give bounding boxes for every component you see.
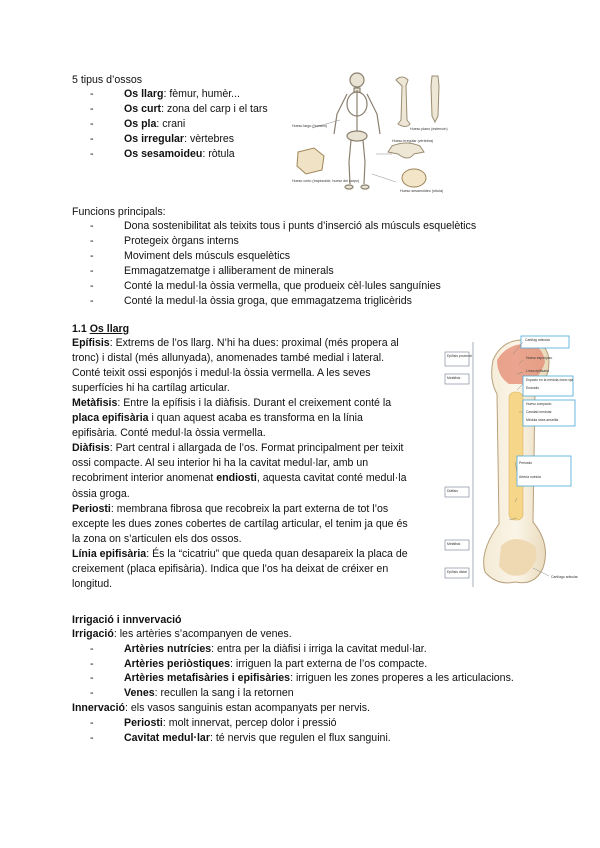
text: ossi compacte. Al seu interior hi ha la cavitat medul·lar, amb un: [72, 457, 369, 470]
label-long: Hueso largo (humero): [292, 124, 327, 128]
term: endiosti: [216, 472, 257, 485]
bullet-text: Moviment dels músculs esquelètics: [124, 250, 291, 262]
bullet-text: Dona sostenibilitat als teixits tous i punts d’inserció als músculs esquelètics: [124, 220, 477, 232]
function-item: [90, 279, 441, 293]
text: superfícies hi ha cartílag articular.: [72, 382, 230, 395]
text: excepte les dues zones cobertes de cartílag articular, el tenim ja que és: [72, 517, 408, 530]
bullet-term: Os sesamoideu: [124, 148, 203, 160]
innervation-item: [90, 731, 391, 745]
bone-figure-label: Hueso compacto: [526, 402, 552, 406]
bone-figure-label: Médula ósea amarilla: [526, 418, 559, 422]
function-item: [90, 294, 412, 308]
bullet-dash: -: [90, 148, 94, 160]
bone-figure-label: Hueso esponjoso: [526, 356, 553, 360]
bone-figure-label: Cavidad medular: [526, 410, 552, 414]
bullet-dash: -: [90, 88, 94, 100]
bullet-text: : molt innervat, percep dolor i pressió: [162, 717, 337, 729]
bullet-term: Artèries nutrícies: [124, 643, 212, 655]
bullet-dash: -: [90, 672, 94, 685]
text: tronc) i distal (més allunyada), anomenades també medial i lateral.: [72, 352, 385, 365]
function-item: [90, 249, 290, 263]
bullet-term: Artèries periòstiques: [124, 657, 230, 670]
bullet-dash: -: [90, 103, 94, 115]
bone-type-item: [90, 147, 235, 161]
section-line: [72, 441, 404, 455]
text: recobriment interior anomenat: [72, 472, 217, 485]
bullet-dash: -: [90, 717, 94, 729]
label-sesamoid: Hueso sesamoideo (rótula): [400, 189, 444, 193]
text: Conté teixit ossi esponjós i medul·la òssia vermella. A les seves: [72, 367, 371, 380]
bullet-term: Cavitat medul·lar: [124, 732, 210, 744]
bone-type-item: [90, 102, 268, 116]
section-title: Os llarg: [89, 323, 130, 335]
bone-figure-label: Endostio: [526, 386, 540, 390]
section-line: [72, 411, 363, 425]
text: i quan aquest acaba es transforma en la línia: [148, 412, 363, 425]
section-number: 1.1: [72, 323, 87, 335]
label-flat: Hueso plano (esternón): [410, 127, 448, 131]
bullet-text: Conté la medul·la òssia vermella, que produeix cèl·lules sanguínies: [124, 280, 441, 292]
text: : Extrems de l’os llarg. N’hi ha dues: proximal (més propera al: [109, 337, 399, 349]
term: placa epifisària: [72, 412, 149, 425]
bullet-text: : recullen la sang i la retornen: [154, 686, 294, 699]
irrigation-intro: [72, 627, 292, 641]
bullet-text: : fèmur, humèr...: [163, 88, 240, 100]
innervation-item: [90, 716, 337, 730]
bullet-dash: -: [90, 732, 94, 744]
bone-figure-label: Metàfisis: [447, 542, 461, 546]
section-line: [72, 456, 368, 470]
bullet-dash: -: [90, 643, 94, 655]
text: la zona on s’articulen els dos ossos.: [72, 532, 242, 545]
term: Línia epifisària: [72, 547, 147, 560]
term: Diàfisis: [72, 442, 110, 455]
bone-type-item: [90, 117, 185, 131]
text: òssia groga.: [72, 487, 130, 500]
bone-type-item: [90, 87, 240, 101]
section-line: [72, 426, 266, 440]
section-line: [72, 471, 406, 485]
innervation-text: : els vasos sanguinis estan acompanyats per nervis.: [125, 702, 370, 714]
irrigation-text: : les artèries s’acompanyen de venes.: [113, 628, 292, 640]
function-item: [90, 264, 334, 278]
types-title: 5 tipus d’ossos: [72, 74, 143, 86]
bullet-term: Os curt: [124, 103, 162, 115]
section-line: [72, 532, 242, 546]
bullet-dash: -: [90, 686, 94, 699]
section-line: [72, 336, 399, 350]
bullet-dash: -: [90, 250, 94, 262]
bone-types-figure: [292, 70, 452, 194]
bullet-text: : ròtula: [202, 148, 235, 160]
section-line: [72, 577, 112, 591]
innervation-intro: [72, 701, 370, 715]
irrigation-item: [90, 642, 427, 656]
function-item: [90, 219, 476, 233]
bone-figure-label: Arteria nutricia: [519, 475, 541, 479]
section-line: [72, 381, 230, 395]
bullet-text: : irriguen la part externa de l’os compacte.: [229, 657, 428, 670]
bone-figure-label: Diàfisis: [447, 489, 458, 493]
section-line: [72, 366, 371, 380]
bullet-term: Os pla: [124, 118, 157, 130]
innervation-label: Innervació: [72, 702, 125, 714]
bone-figure-label: Línea epifisaria: [526, 369, 549, 373]
bullet-text: : irriguen les zones properes a les articulacions.: [290, 672, 514, 685]
bullet-term: Periosti: [124, 717, 163, 729]
bullet-term: Os llarg: [124, 88, 164, 100]
section-line: [72, 502, 388, 516]
section-line: [72, 547, 408, 561]
bullet-term: Os irregular: [124, 133, 185, 145]
text: : Entre la epífisis i la diàfisis. Durant el creixement conté la: [117, 397, 392, 410]
term: Epífisis: [72, 337, 110, 349]
bullet-text: : zona del carp i el tars: [161, 103, 268, 115]
text: longitud.: [72, 577, 113, 590]
bullet-dash: -: [90, 280, 94, 292]
bullet-dash: -: [90, 265, 94, 277]
bullet-term: Artèries metafisàries i epifisàries: [124, 672, 291, 685]
irrigation-item: [90, 657, 427, 671]
bullet-dash: -: [90, 133, 94, 145]
function-item: [90, 234, 239, 248]
label-irregular: Hueso irregular (vértebra): [392, 139, 434, 143]
text: , aquesta cavitat conté medul·la: [256, 472, 407, 485]
text: epifisària. Conté medul·la òssia vermella.: [72, 427, 266, 440]
term: Metàfisis: [72, 397, 118, 410]
bullet-dash: -: [90, 118, 94, 130]
bullet-text: : entra per la diàfisi i irriga la cavitat medul·lar.: [211, 643, 427, 655]
bullet-dash: -: [90, 235, 94, 247]
irrigation-title: [72, 613, 182, 627]
irrigation-title-text: Irrigació i innvervació: [72, 614, 182, 626]
bullet-term: Venes: [124, 686, 155, 699]
bone-figure-label: Epífisis proximal: [447, 354, 472, 358]
text: creixement (placa epifisària). Indica que l’os ha deixat de créixer en: [72, 562, 389, 575]
bullet-text: Conté la medul·la òssia groga, que emmagatzema triglicèrids: [124, 295, 412, 307]
text: : Part central i allargada de l’os. Format principalment per teixit: [109, 442, 404, 455]
functions-title: Funcions principals:: [72, 206, 166, 218]
section-line: [72, 487, 130, 501]
label-short: Hueso corto (trapezoide, hueso del carpo): [292, 179, 360, 183]
bullet-text: : crani: [156, 118, 186, 130]
bone-figure-label: Periostio: [519, 461, 533, 465]
bone-figure-label: Epífisis distal: [447, 570, 467, 574]
bone-type-item: [90, 132, 234, 146]
irrigation-item: [90, 671, 514, 685]
bone-figure-label: Espacio en la médula ósea roja: [526, 378, 574, 382]
bullet-text: Emmagatzematge i alliberament de minerals: [124, 265, 334, 277]
irrigation-item: [90, 686, 294, 700]
long-bone-figure: [443, 332, 598, 594]
bullet-dash: -: [90, 220, 94, 232]
section-line: [72, 517, 408, 531]
irrigation-label: Irrigació: [72, 628, 114, 640]
text: : És la “cicatriu” que queda quan desapareix la placa de: [146, 547, 408, 560]
bone-figure-label: Metàfisis: [447, 376, 461, 380]
bullet-text: Protegeix òrgans interns: [124, 235, 239, 247]
section-line: [72, 351, 384, 365]
bullet-text: : té nervis que regulen el flux sanguini.: [209, 732, 391, 744]
text: : membrana fibrosa que recobreix la part externa de tot l’os: [110, 502, 389, 515]
bullet-dash: -: [90, 295, 94, 307]
bullet-text: : vèrtebres: [184, 133, 235, 145]
section-line: [72, 396, 391, 410]
term: Periosti: [72, 502, 111, 515]
bullet-dash: -: [90, 657, 94, 670]
section-heading: [72, 322, 129, 336]
bone-figure-label: Cartílag articular: [525, 338, 550, 342]
section-line: [72, 562, 388, 576]
bone-figure-label: Cartílago articular: [551, 575, 578, 579]
